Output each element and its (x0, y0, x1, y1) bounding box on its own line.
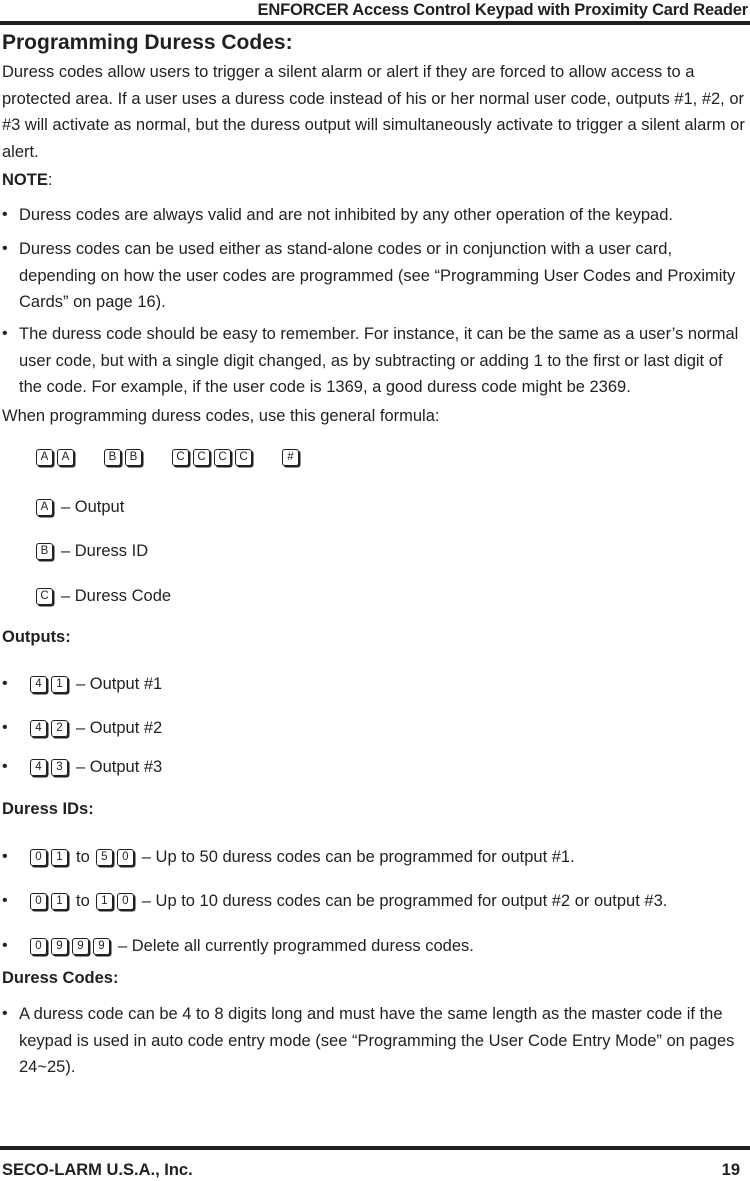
key-icon: 1 (51, 676, 68, 693)
header-rule (0, 21, 750, 25)
key-icon: A (57, 449, 74, 466)
note-item-1 (2, 202, 748, 229)
key-icon: 4 (30, 759, 47, 776)
duress-id-text: – Up to 10 duress codes can be programmed for output #2 or output #3. (141, 891, 668, 910)
duress-id-item-2 (2, 890, 667, 912)
footer-company: SECO-LARM U.S.A., Inc. (2, 1161, 193, 1179)
note-colon: : (47, 171, 53, 189)
legend-text: – Duress Code (61, 586, 172, 605)
footer-rule (0, 1146, 750, 1150)
key-icon: 0 (30, 849, 47, 866)
output-text: – Output #2 (76, 718, 163, 737)
key-icon: C (235, 449, 252, 466)
bullet-icon: • (2, 892, 8, 909)
key-icon: 0 (30, 893, 47, 910)
key-icon: A (36, 449, 53, 466)
duress-id-item-3 (2, 935, 474, 957)
bullet-icon: • (2, 325, 8, 342)
outputs-heading: Outputs: (2, 628, 71, 646)
duress-id-text: – Delete all currently programmed duress codes. (118, 936, 474, 955)
note-text: The duress code should be easy to remember. For instance, it can be the same as a user’s normal user code, but with a single digit changed, as by subtracting or adding 1 to the first or last digit of the code. For example, if the user code is 1369, a good duress code might be 2369. (19, 325, 739, 396)
key-icon: 1 (96, 893, 113, 910)
page-number: 19 (721, 1161, 740, 1179)
key-icon: 9 (72, 938, 89, 955)
output-item-3 (2, 756, 162, 778)
output-item-2 (2, 717, 162, 739)
duress-id-item-1 (2, 846, 575, 868)
to-word: to (76, 847, 90, 866)
output-item-1 (2, 673, 162, 695)
key-icon: 0 (117, 893, 134, 910)
key-icon: B (36, 543, 53, 560)
key-icon: A (36, 499, 53, 516)
duress-code-text: A duress code can be 4 to 8 digits long and must have the same length as the master code if the keypad is used in auto code entry mode (see “Programming the User Code Entry Mode” on pages 24~25). (19, 1005, 735, 1076)
bullet-icon: • (2, 937, 8, 954)
legend-item-output (36, 496, 124, 518)
key-icon: 9 (93, 938, 110, 955)
intro-paragraph: Duress codes allow users to trigger a silent alarm or alert if they are forced to allow access to a protected area. If a user uses a duress code instead of his or her normal user code, outputs #1, #2, or #3 will activate as normal, but the duress output will simultaneously activate to trigger a silent alarm or alert. (2, 63, 745, 161)
key-icon: B (104, 449, 121, 466)
bullet-icon: • (2, 206, 8, 223)
key-icon: 9 (51, 938, 68, 955)
bullet-icon: • (2, 240, 8, 257)
bullet-icon: • (2, 848, 8, 865)
output-text: – Output #3 (76, 757, 163, 776)
bullet-icon: • (2, 1005, 8, 1022)
key-icon: 5 (96, 849, 113, 866)
key-icon: 1 (51, 893, 68, 910)
legend-text: – Duress ID (61, 541, 149, 560)
key-icon: 0 (117, 849, 134, 866)
duress-ids-heading: Duress IDs: (2, 800, 94, 818)
to-word: to (76, 891, 90, 910)
formula-intro: When programming duress codes, use this general formula: (2, 407, 440, 425)
key-icon: 1 (51, 849, 68, 866)
bullet-icon: • (2, 758, 8, 775)
key-icon: 4 (30, 720, 47, 737)
duress-id-text: – Up to 50 duress codes can be programmed for output #1. (141, 847, 575, 866)
note-text: Duress codes can be used either as stand-alone codes or in conjunction with a user card, depending on how the user codes are programmed (see “Programming User Codes and Proximity Cards” on page 16). (19, 240, 736, 311)
key-icon: B (125, 449, 142, 466)
note-label: NOTE (2, 171, 48, 189)
key-icon: 4 (30, 676, 47, 693)
duress-code-item-1 (2, 1001, 748, 1081)
formula-keys (36, 446, 303, 468)
section-title: Programming Duress Codes: (2, 31, 293, 54)
key-icon: C (36, 588, 53, 605)
note-item-2 (2, 236, 748, 316)
page-header-title: ENFORCER Access Control Keypad with Proximity Card Reader (257, 1, 748, 19)
key-icon: 0 (30, 938, 47, 955)
legend-text: – Output (61, 497, 125, 516)
key-icon: C (193, 449, 210, 466)
legend-item-duress-code (36, 585, 171, 607)
note-label-line (2, 171, 52, 190)
bullet-icon: • (2, 719, 8, 736)
key-icon: C (214, 449, 231, 466)
key-icon: # (282, 449, 299, 466)
output-text: – Output #1 (76, 674, 163, 693)
key-icon: 2 (51, 720, 68, 737)
bullet-icon: • (2, 675, 8, 692)
key-icon: 3 (51, 759, 68, 776)
legend-item-duress-id (36, 540, 148, 562)
duress-codes-heading: Duress Codes: (2, 969, 119, 987)
note-item-3 (2, 321, 748, 401)
note-text: Duress codes are always valid and are not inhibited by any other operation of the keypad. (19, 206, 673, 224)
key-icon: C (172, 449, 189, 466)
